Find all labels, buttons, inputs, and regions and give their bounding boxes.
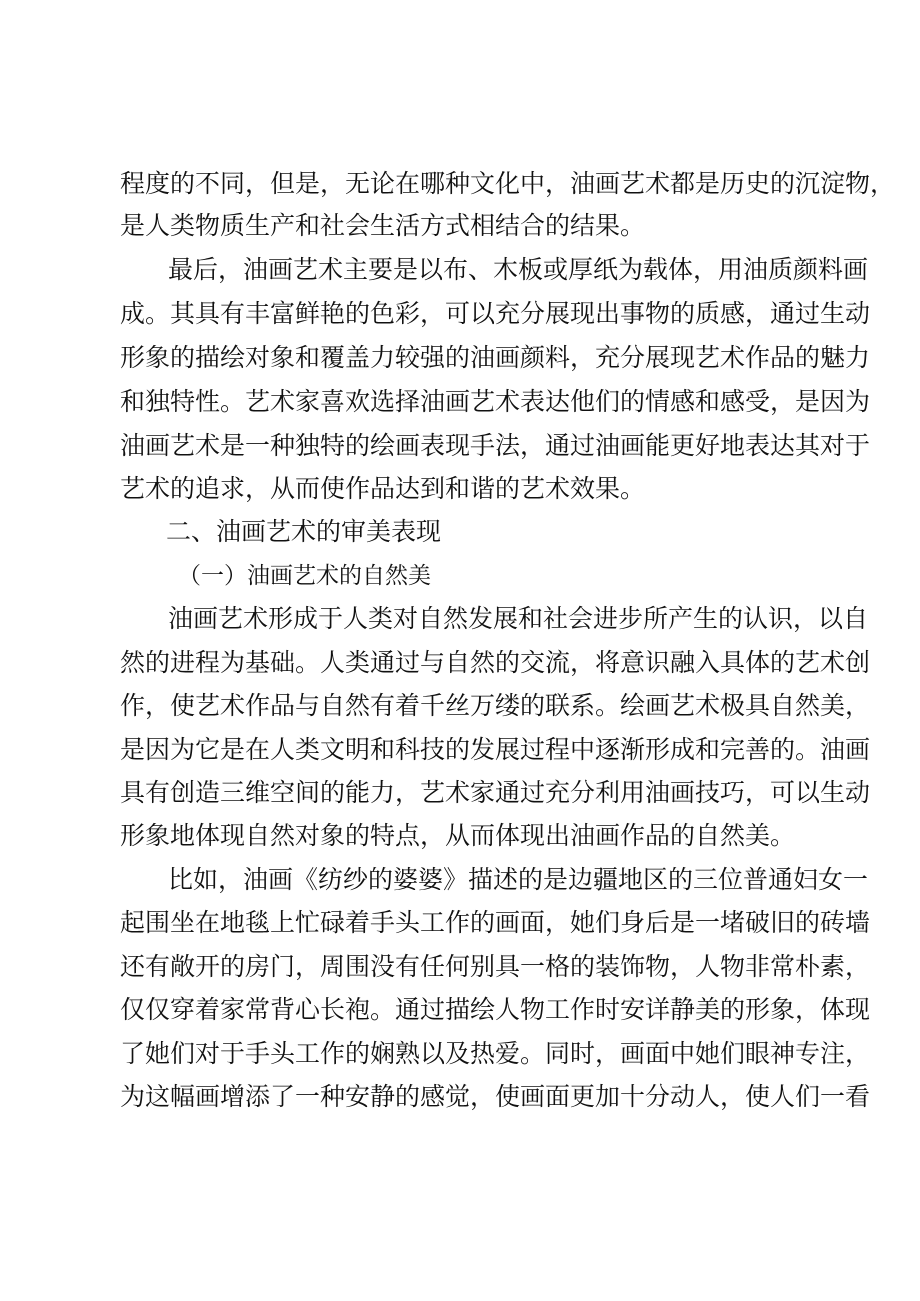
paragraph-3-line-4: 是因为它是在人类文明和科技的发展过程中逐渐形成和完善的。油画 xyxy=(120,735,871,764)
paragraph-1-line-2: 是人类物质生产和社会生活方式相结合的结果。 xyxy=(120,211,646,240)
paragraph-2-line-4: 和独特性。艺术家喜欢选择油画艺术表达他们的情感和感受，是因为 xyxy=(120,387,871,416)
paragraph-3-line-5: 具有创造三维空间的能力，艺术家通过充分利用油画技巧，可以生动 xyxy=(120,778,871,807)
paragraph-2-line-3: 形象的描绘对象和覆盖力较强的油画颜料，充分展现艺术作品的魅力 xyxy=(120,343,871,372)
paragraph-2-line-1: 最后，油画艺术主要是以布、木板或厚纸为载体，用油质颜料画 xyxy=(168,255,869,284)
paragraph-2-line-6: 艺术的追求，从而使作品达到和谐的艺术效果。 xyxy=(120,474,646,503)
paragraph-2-line-2: 成。其具有丰富鲜艳的色彩，可以充分展现出事物的质感，通过生动 xyxy=(120,299,871,328)
paragraph-4-line-4: 仅仅穿着家常背心长袍。通过描绘人物工作时安详静美的形象，体现 xyxy=(120,995,871,1024)
paragraph-4-line-2: 起围坐在地毯上忙碌着手头工作的画面，她们身后是一堵破旧的砖墙 xyxy=(120,908,871,937)
paragraph-4-line-1: 比如，油画《纺纱的婆婆》描述的是边疆地区的三位普通妇女一 xyxy=(168,865,869,894)
subsection-heading: （一）油画艺术的自然美 xyxy=(178,563,431,589)
paragraph-3-line-1: 油画艺术形成于人类对自然发展和社会进步所产生的认识，以自 xyxy=(168,604,869,633)
paragraph-4-line-6: 为这幅画增添了一种安静的感觉，使画面更加十分动人，使人们一看 xyxy=(120,1082,871,1111)
paragraph-2-line-5: 油画艺术是一种独特的绘画表现手法，通过油画能更好地表达其对于 xyxy=(120,431,871,460)
paragraph-4-line-3: 还有敞开的房门，周围没有任何别具一格的装饰物，人物非常朴素， xyxy=(120,952,871,981)
paragraph-4-line-5: 了她们对于手头工作的娴熟以及热爱。同时，画面中她们眼神专注， xyxy=(120,1039,871,1068)
paragraph-3-line-3: 作，使艺术作品与自然有着千丝万缕的联系。绘画艺术极具自然美， xyxy=(120,691,871,720)
section-heading: 二、油画艺术的审美表现 xyxy=(166,517,442,546)
paragraph-3-line-2: 然的进程为基础。人类通过与自然的交流，将意识融入具体的艺术创 xyxy=(120,648,871,677)
paragraph-1-line-1: 程度的不同，但是，无论在哪种文化中，油画艺术都是历史的沉淀物， xyxy=(120,169,896,198)
paragraph-3-line-6: 形象地体现自然对象的特点，从而体现出油画作品的自然美。 xyxy=(120,821,796,850)
